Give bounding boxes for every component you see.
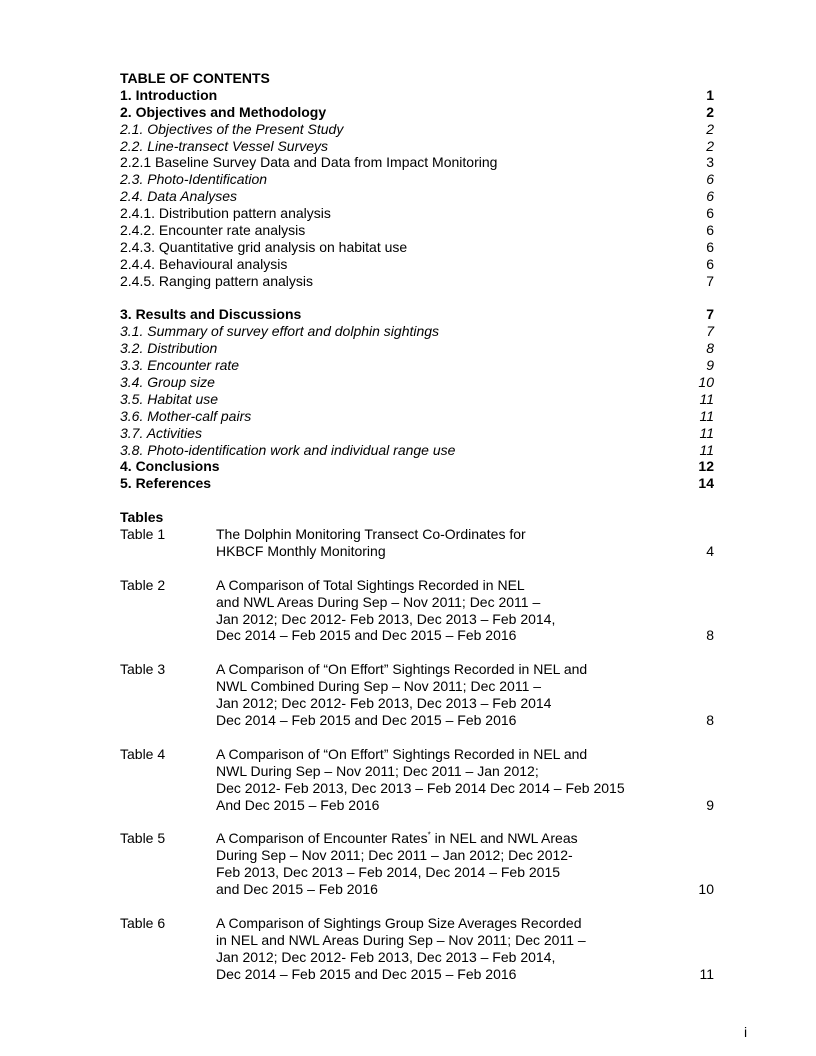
table-entry-description — [216, 577, 674, 645]
toc-entry-page: 11 — [699, 407, 714, 424]
toc-entry-label: 3.7. Activities — [120, 424, 202, 441]
spacer — [120, 492, 714, 509]
table-entry-line: NWL Combined During Sep – Nov 2011; Dec 2011 – — [216, 678, 542, 695]
table-entry-line: Jan 2012; Dec 2012- Feb 2013, Dec 2013 – Feb 2014, — [216, 948, 556, 965]
toc-entry — [120, 171, 714, 188]
table-entry — [120, 661, 714, 729]
toc-page — [120, 70, 714, 999]
toc-entry-page: 6 — [706, 238, 714, 255]
table-entry-page: 10 — [698, 881, 714, 898]
toc-entry-label: 3.6. Mother-calf pairs — [120, 407, 252, 424]
toc-entry-label: 3. Results and Discussions — [120, 306, 302, 323]
table-entry-line: Jan 2012; Dec 2012- Feb 2013, Dec 2013 – Feb 2014, — [216, 610, 556, 627]
toc-entry-page: 11 — [699, 390, 714, 407]
toc-entry — [120, 306, 714, 323]
toc-entry-page: 2 — [706, 137, 714, 154]
toc-entry-page: 2 — [706, 120, 714, 137]
toc-entry-label: 2.2. Line-transect Vessel Surveys — [120, 137, 329, 154]
toc-entry-page: 12 — [698, 458, 714, 475]
toc-entry — [120, 188, 714, 205]
toc-entry — [120, 425, 714, 442]
toc-entry — [120, 205, 714, 222]
tables-list — [120, 526, 714, 982]
toc-entry — [120, 154, 714, 171]
toc-entry-page: 2 — [706, 103, 714, 120]
table-entry — [120, 746, 714, 814]
table-entry-line: A Comparison of “On Effort” Sightings Recorded in NEL and — [216, 661, 588, 678]
toc-entry-label: 4. Conclusions — [120, 458, 220, 475]
toc-entry-page: 7 — [706, 323, 714, 340]
table-entry-page: 8 — [706, 627, 714, 644]
toc-entry-label: 2.4.3. Quantitative grid analysis on habitat use — [120, 238, 408, 255]
page-number: i — [744, 1024, 748, 1040]
table-entry-line: A Comparison of Encounter Rates* in NEL and NWL Areas — [216, 830, 578, 847]
toc-entry — [120, 475, 714, 492]
table-entry-line: Dec 2014 – Feb 2015 and Dec 2015 – Feb 2016 — [216, 711, 517, 728]
toc-sections-b — [120, 306, 714, 492]
toc-entry — [120, 408, 714, 425]
toc-entry-label: 2.4.1. Distribution pattern analysis — [120, 205, 331, 222]
toc-entry — [120, 256, 714, 273]
table-entry-line: And Dec 2015 – Feb 2016 — [216, 796, 380, 813]
toc-entry — [120, 340, 714, 357]
table-entry-line: and Dec 2015 – Feb 2016 — [216, 881, 378, 898]
table-entry-page: 11 — [699, 965, 714, 982]
toc-entry — [120, 222, 714, 239]
table-entry-line: The Dolphin Monitoring Transect Co-Ordinates for — [216, 526, 526, 543]
toc-entry-page: 11 — [699, 441, 714, 458]
toc-entry-label: 3.2. Distribution — [120, 340, 218, 357]
toc-entry-label: 3.1. Summary of survey effort and dolphin sightings — [120, 323, 440, 340]
table-entry-line: A Comparison of Total Sightings Recorded in NEL — [216, 576, 525, 593]
table-entry-line: Jan 2012; Dec 2012- Feb 2013, Dec 2013 – Feb 2014 — [216, 695, 552, 712]
table-entry-line: and NWL Areas During Sep – Nov 2011; Dec 2011 – — [216, 593, 541, 610]
toc-entry-label: 3.4. Group size — [120, 374, 215, 391]
table-entry-label: Table 5 — [120, 830, 166, 847]
table-entry-line: HKBCF Monthly Monitoring — [216, 542, 386, 559]
table-entry-line: in NEL and NWL Areas During Sep – Nov 2011; Dec 2011 – — [216, 931, 586, 948]
table-entry-page: 9 — [706, 796, 714, 813]
toc-entry — [120, 442, 714, 459]
toc-entry — [120, 323, 714, 340]
toc-entry-label: 2.2.1 Baseline Survey Data and Data from Impact Monitoring — [120, 154, 498, 171]
toc-title: TABLE OF CONTENTS — [120, 70, 270, 86]
toc-entry — [120, 374, 714, 391]
toc-entry-label: 2.1. Objectives of the Present Study — [120, 120, 344, 137]
toc-entry — [120, 87, 714, 104]
toc-entry-label: 3.5. Habitat use — [120, 390, 219, 407]
table-entry-label: Table 1 — [120, 526, 166, 543]
toc-entry-label: 3.8. Photo-identification work and individual range use — [120, 441, 456, 458]
table-entry-description — [216, 746, 674, 814]
tables-heading: Tables — [120, 509, 164, 526]
toc-entry-page: 6 — [706, 222, 714, 239]
table-entry-description — [216, 661, 674, 729]
toc-entry — [120, 121, 714, 138]
toc-entry — [120, 273, 714, 290]
table-entry-description — [216, 830, 674, 898]
toc-entry — [120, 104, 714, 121]
toc-entry-label: 2.4.4. Behavioural analysis — [120, 255, 288, 272]
table-entry-line: Feb 2013, Dec 2013 – Feb 2014, Dec 2014 – Feb 2015 — [216, 864, 561, 881]
toc-entry-label: 2. Objectives and Methodology — [120, 103, 327, 120]
toc-entry — [120, 391, 714, 408]
toc-entry — [120, 458, 714, 475]
toc-entry — [120, 138, 714, 155]
table-entry-description — [216, 915, 674, 983]
toc-entry-page: 10 — [698, 374, 714, 391]
table-entry-page: 8 — [706, 711, 714, 728]
table-entry-description — [216, 526, 674, 560]
table-entry — [120, 830, 714, 898]
toc-entry-page: 8 — [706, 340, 714, 357]
table-entry-line: A Comparison of Sightings Group Size Averages Recorded — [216, 914, 582, 931]
toc-entry-label: 2.4.2. Encounter rate analysis — [120, 222, 306, 239]
table-entry-line: Dec 2012- Feb 2013, Dec 2013 – Feb 2014 Dec 2014 – Feb 2015 — [216, 779, 625, 796]
toc-entry — [120, 239, 714, 256]
table-entry-label: Table 2 — [120, 576, 166, 593]
toc-entry-page: 7 — [706, 306, 714, 323]
toc-entry-page: 3 — [706, 154, 714, 171]
toc-entry-page: 7 — [706, 272, 714, 289]
toc-entry-page: 11 — [699, 424, 714, 441]
toc-sections-a — [120, 87, 714, 290]
table-entry-page: 4 — [706, 542, 714, 559]
toc-entry-page: 14 — [698, 475, 714, 492]
table-entry-label: Table 6 — [120, 914, 166, 931]
table-entry-line: Dec 2014 – Feb 2015 and Dec 2015 – Feb 2016 — [216, 965, 517, 982]
toc-entry-label: 5. References — [120, 475, 212, 492]
table-entry-line: Dec 2014 – Feb 2015 and Dec 2015 – Feb 2016 — [216, 627, 517, 644]
table-entry — [120, 526, 714, 560]
toc-entry-page: 1 — [706, 86, 714, 103]
toc-entry-label: 2.4.5. Ranging pattern analysis — [120, 272, 314, 289]
table-entry-line: During Sep – Nov 2011; Dec 2011 – Jan 2012; Dec 2012- — [216, 847, 573, 864]
toc-entry-label: 1. Introduction — [120, 86, 218, 103]
table-entry-line: A Comparison of “On Effort” Sightings Recorded in NEL and — [216, 745, 588, 762]
toc-entry-page: 6 — [706, 188, 714, 205]
table-entry — [120, 577, 714, 645]
toc-entry-label: 2.4. Data Analyses — [120, 188, 237, 205]
toc-entry-page: 6 — [706, 205, 714, 222]
table-entry — [120, 915, 714, 983]
toc-entry-label: 3.3. Encounter rate — [120, 357, 240, 374]
table-entry-line: NWL During Sep – Nov 2011; Dec 2011 – Jan 2012; — [216, 762, 539, 779]
toc-entry-label: 2.3. Photo-Identification — [120, 171, 268, 188]
toc-entry — [120, 357, 714, 374]
toc-entry-page: 6 — [706, 255, 714, 272]
spacer — [120, 290, 714, 307]
table-entry-label: Table 4 — [120, 745, 166, 762]
footnote-marker: * — [427, 830, 431, 840]
toc-entry-page: 6 — [706, 171, 714, 188]
toc-entry-page: 9 — [706, 357, 714, 374]
table-entry-label: Table 3 — [120, 661, 166, 678]
